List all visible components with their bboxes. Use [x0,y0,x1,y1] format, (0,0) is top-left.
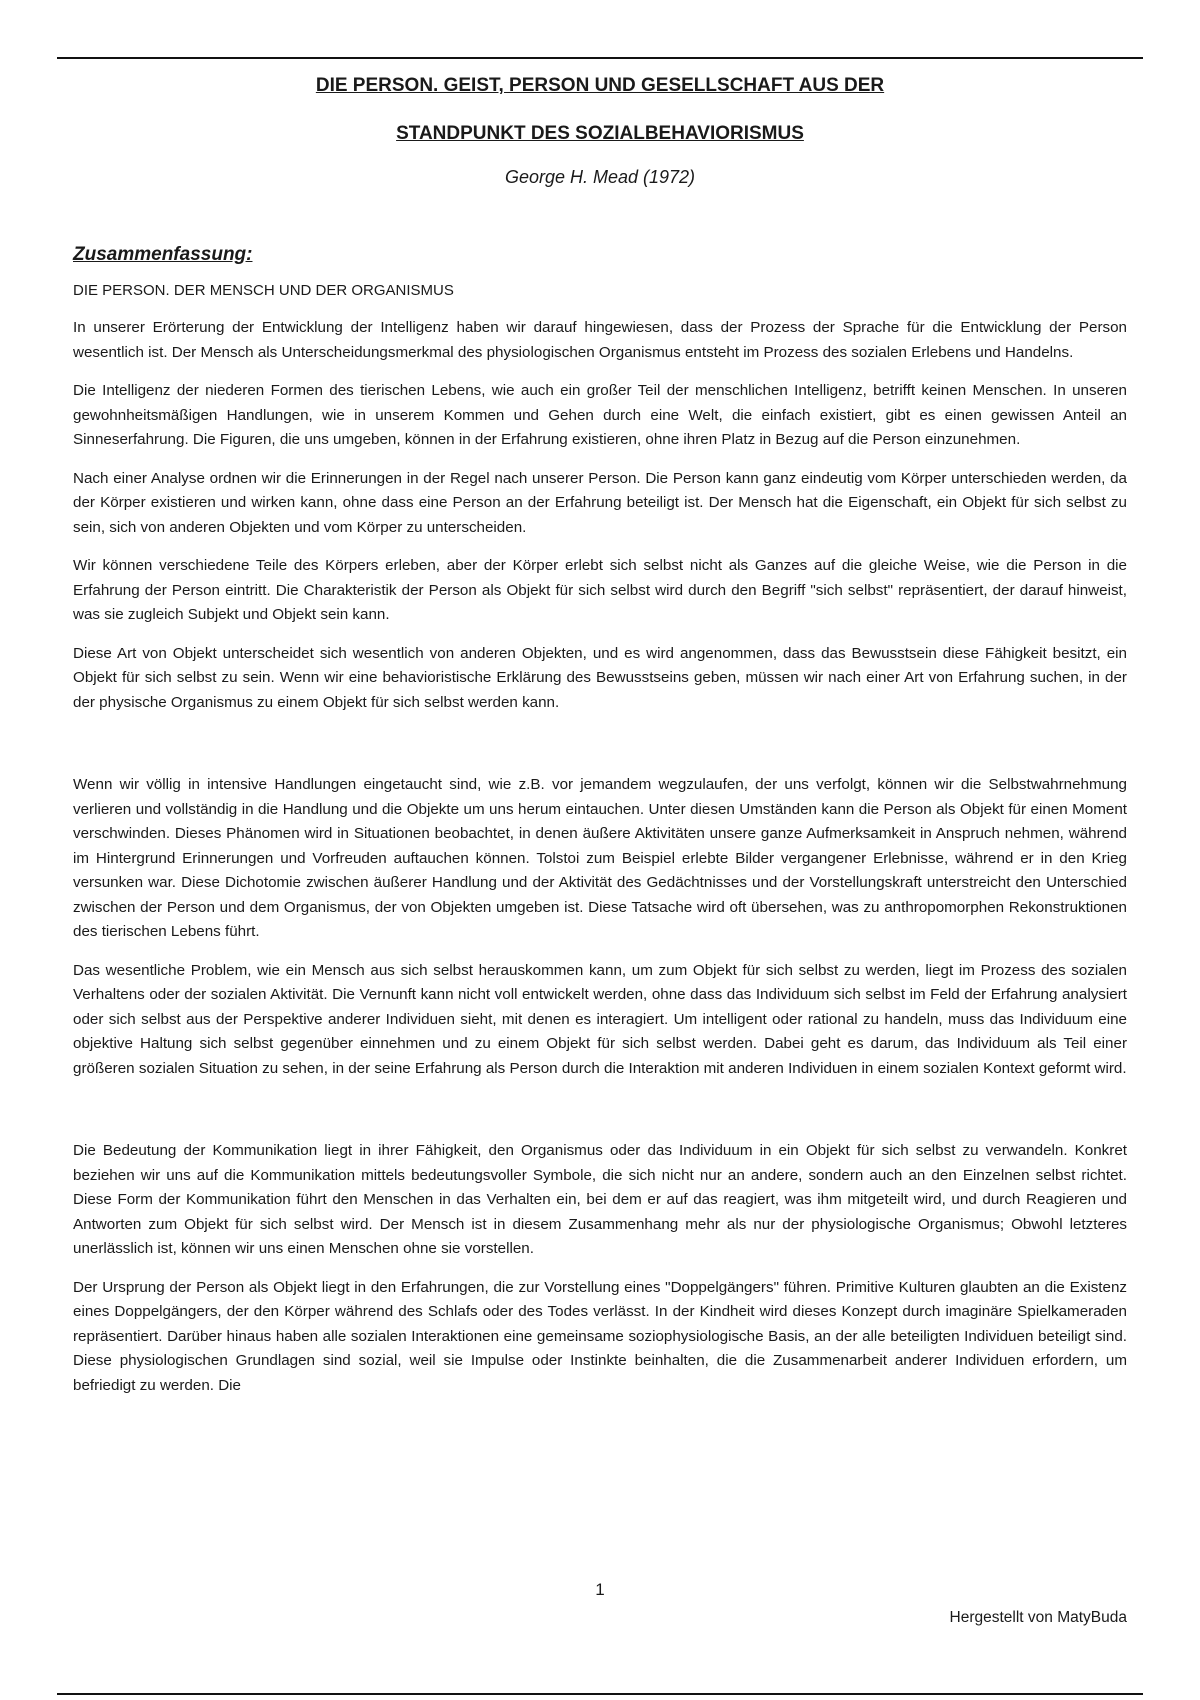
paragraph-5: Diese Art von Objekt unterscheidet sich wesentlich von anderen Objekten, und es wird angenommen, dass das Bewusstsein diese Fähigkeit besitzt, ein Objekt für sich selbst zu sein. Wenn wir eine behavioristische Erklärung des Bewusstseins geben, müssen wir nach einer Art von Erfahrung suchen, in der der physische Organismus zu einem Objekt für sich selbst werden kann. [73,644,1127,711]
summary-heading: Zusammenfassung: [73,244,253,265]
document-title-line-2: STANDPUNKT DES SOZIALBEHAVIORISMUS [396,123,804,144]
document-title-line-1: DIE PERSON. GEIST, PERSON UND GESELLSCHAFT AUS DER [315,75,885,96]
bottom-rule [57,1693,1143,1695]
paragraph-2: Die Intelligenz der niederen Formen des tierischen Lebens, wie auch ein großer Teil der menschlichen Intelligenz, betrifft keinen Menschen. In unseren gewohnheitsmäßigen Handlungen, wie in unserem Kommen und Gehen durch eine Welt, die einfach existiert, gibt es einen gewissen Anteil an Sinneserfahrung. Die Figuren, die uns umgeben, können in der Erfahrung existieren, ohne ihren Platz in Bezug auf die Person einzunehmen. [73,382,1127,448]
document-author: George H. Mead (1972) [504,167,696,187]
paragraph-1: In unserer Erörterung der Entwicklung der Intelligenz haben wir darauf hingewiesen, dass der Prozess der Sprache für die Entwicklung der Person wesentlich ist. Der Mensch als Unterscheidungsmerkmal des physiologischen Organismus entsteht im Prozess des sozialen Erlebens und Handelns. [73,319,1127,361]
footer-credit: Hergestellt von MatyBuda [949,1609,1127,1626]
paragraph-6: Wenn wir völlig in intensive Handlungen eingetaucht sind, wie z.B. vor jemandem wegzulaufen, der uns verfolgt, können wir die Selbstwahrnehmung verlieren und vollständig in die Handlung und die Objekte um uns herum eintauchen. Unter diesen Umständen kann die Person als Objekt für einen Moment verschwinden. Dieses Phänomen wird in Situationen beobachtet, in denen äußere Aktivitäten unsere ganze Aufmerksamkeit in Anspruch nehmen, während im Hintergrund Erinnerungen und Vorfreuden auftauchen können. Tolstoi zum Beispiel erlebte Bilder vergangener Erlebnisse, während er in den Krieg versunken war. Diese Dichotomie zwischen äußerer Handlung und der Aktivität des Gedächtnisses und der Vorstellungskraft unterstreicht den Unterschied zwischen der Person und dem Organismus, der von Objekten umgeben ist. Diese Tatsache wird oft übersehen, was zu anthropomorphen Rekonstruktionen des tierischen Lebens führt. [73,776,1127,940]
paragraph-9: Der Ursprung der Person als Objekt liegt in den Erfahrungen, die zur Vorstellung eines "Doppelgängers" führen. Primitive Kulturen glaubten an die Existenz eines Doppelgängers, der den Körper während des Schlafs oder des Todes verlässt. In der Kindheit wird dieses Konzept durch imaginäre Spielkameraden repräsentiert. Darüber hinaus haben alle sozialen Interaktionen eine gemeinsame soziophysiologische Basis, an der alle beteiligten Individuen beteiligt sind. Diese physiologischen Grundlagen sind sozial, weil sie Impulse oder Instinkte beinhalten, die die Zusammenarbeit anderer Individuen erfordern, um befriedigt zu werden. Die [73,1278,1127,1394]
paragraph-3: Nach einer Analyse ordnen wir die Erinnerungen in der Regel nach unserer Person. Die Person kann ganz eindeutig vom Körper unterschieden werden, da der Körper existieren und wirken kann, ohne dass eine Person an der Erfahrung beteiligt ist. Der Mensch hat die Eigenschaft, ein Objekt für sich selbst zu sein, sich von anderen Objekten und vom Körper zu unterscheiden. [73,469,1127,536]
paragraph-4: Wir können verschiedene Teile des Körpers erleben, aber der Körper erlebt sich selbst nicht als Ganzes auf die gleiche Weise, wie die Person in die Erfahrung der Person eintritt. Die Charakteristik der Person als Objekt für sich selbst wird durch den Begriff "sich selbst" repräsentiert, der darauf hinweist, was sie zugleich Subjekt und Objekt sein kann. [73,557,1127,623]
section-heading: DIE PERSON. DER MENSCH UND DER ORGANISMUS [73,282,454,299]
paragraph-8: Die Bedeutung der Kommunikation liegt in ihrer Fähigkeit, den Organismus oder das Individuum in ein Objekt für sich selbst zu verwandeln. Konkret beziehen wir uns auf die Kommunikation mittels bedeutungsvoller Symbole, die sich nicht nur an andere, sondern auch an den Einzelnen selbst richtet. Diese Form der Kommunikation führt den Menschen in das Verhalten ein, bei dem er auf das reagiert, was ihm mitgeteilt wird, und durch Reagieren und Antworten zum Objekt für sich selbst wird. Der Mensch ist in diesem Zusammenhang mehr als nur der physiologische Organismus; Obwohl letzteres unerlässlich ist, können wir uns einen Menschen ohne sie vorstellen. [73,1142,1127,1257]
top-rule [57,57,1143,59]
document-page [73,62,1127,1398]
paragraph-7: Das wesentliche Problem, wie ein Mensch aus sich selbst herauskommen kann, um zum Objekt für sich selbst zu werden, liegt im Prozess des sozialen Verhaltens oder der sozialen Aktivität. Die Vernunft kann nicht voll entwickelt werden, ohne dass das Individuum sich selbst im Feld der Erfahrung analysiert oder sich selbst aus der Perspektive anderer Individuen sieht, mit denen es interagiert. Um intelligent oder rational zu handeln, muss das Individuum eine objektive Haltung sich selbst gegenüber einnehmen und zu einem Objekt für sich selbst werden. Dabei geht es darum, das Individuum als Teil einer größeren sozialen Situation zu sehen, in der seine Erfahrung als Person durch die Interaktion mit anderen Individuen in einem sozialen Kontext geformt wird. [73,961,1127,1077]
page-number: 1 [595,1580,605,1599]
